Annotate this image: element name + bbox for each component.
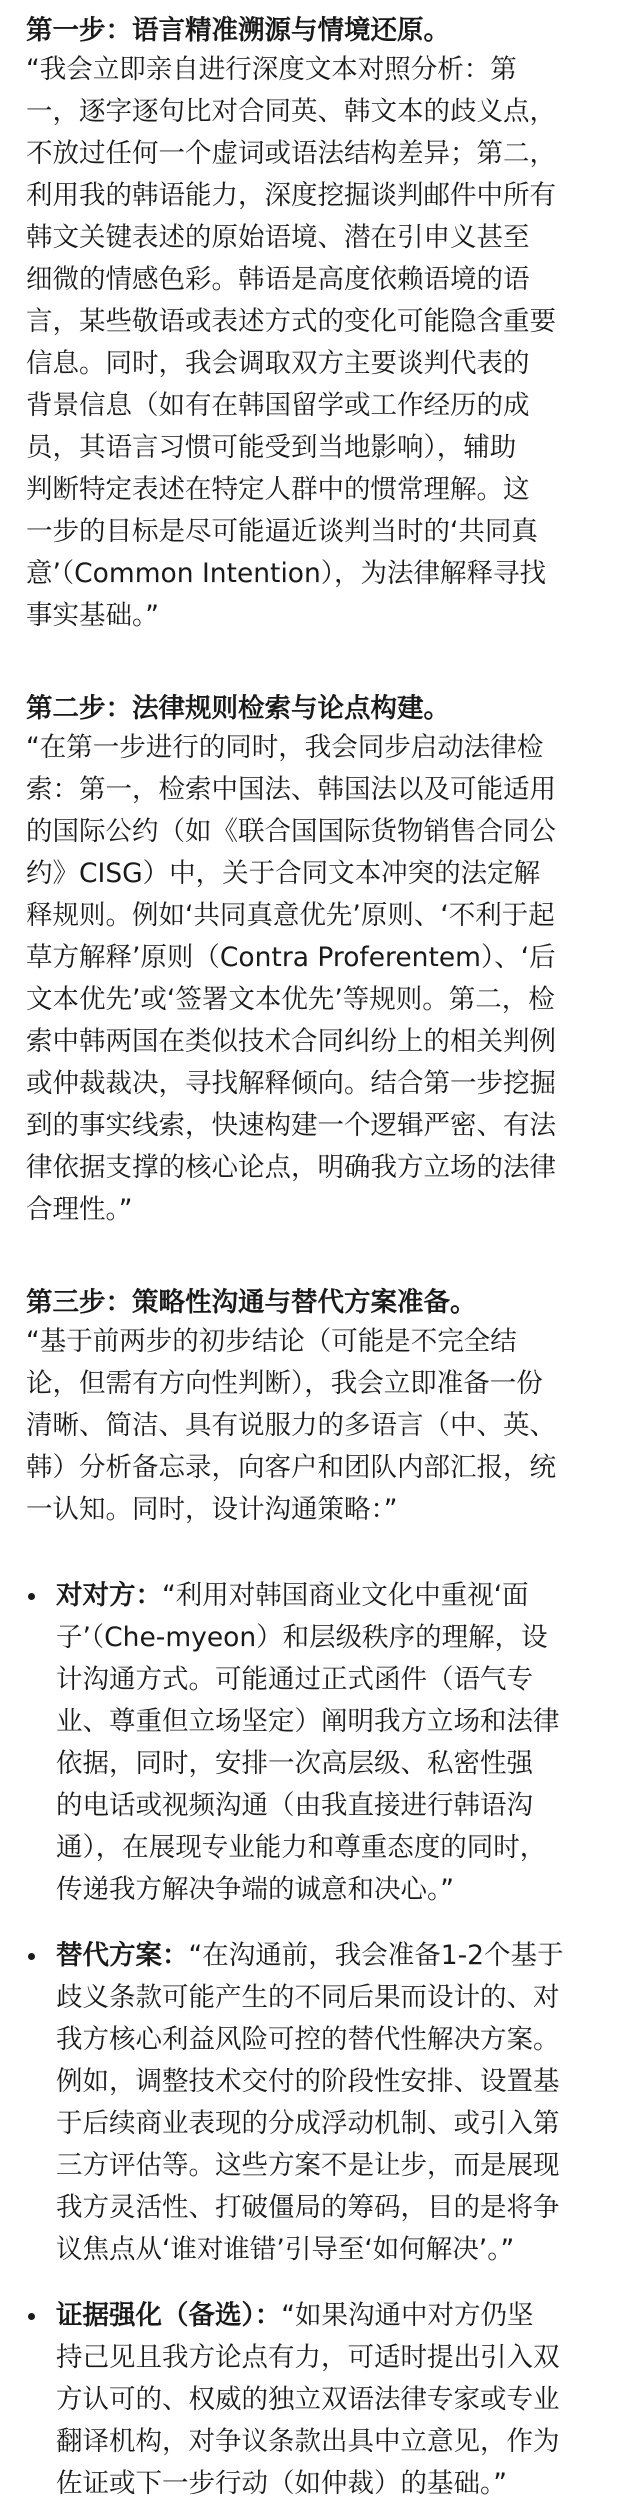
bullet-text: “利用对韩国商业文化中重视‘面 — [162, 1580, 529, 1611]
text-line: 通），在展现专业能力和尊重态度的同时， — [56, 1832, 547, 1863]
text-line: 的国际公约（如《联合国国际货物销售合同公 — [26, 816, 556, 847]
text-line: 一认知。同时，设计沟通策略：” — [26, 1494, 398, 1525]
text-line: 论，但需有方向性判断），我会立即准备一份 — [26, 1368, 543, 1399]
text-line: 子’（Che-myeon）和层级秩序的理解，设 — [56, 1622, 548, 1653]
section-paragraph — [26, 49, 610, 637]
text-line: 韩）分析备忘录，向客户和团队内部汇报，统 — [26, 1452, 556, 1483]
text-line: 计沟通方式。可能通过正式函件（语气专 — [56, 1664, 533, 1695]
text-line: 索：第一，检索中国法、韩国法以及可能适用 — [26, 774, 556, 805]
text-line: 意’（Common Intention），为法律解释寻找 — [26, 558, 547, 589]
section-step-3 — [26, 1286, 610, 2505]
text-line — [56, 2295, 610, 2337]
text-line: 一，逐字逐句比对合同英、韩文本的歧义点， — [26, 96, 556, 127]
text-line: 一步的目标是尽可能逼近谈判当时的‘共同真 — [26, 516, 538, 547]
bullet-dot-icon — [28, 1953, 35, 1960]
text-line: 佐证或下一步行动（如仲裁）的基础。” — [56, 2468, 507, 2499]
text-line: 信息。同时，我会调取双方主要谈判代表的 — [26, 348, 530, 379]
text-line: 利用我的韩语能力，深度挖掘谈判邮件中所有 — [26, 180, 556, 211]
section-step-1 — [26, 14, 610, 637]
text-line: 三方评估等。这些方案不是让步，而是展现 — [56, 2150, 560, 2181]
text-line: 索中韩两国在类似技术合同纠纷上的相关判例 — [26, 1026, 556, 1057]
text-line: “我会立即亲自进行深度文本对照分析：第 — [26, 54, 517, 85]
bullet-text: “在沟通前，我会准备1-2个基于 — [188, 1940, 564, 1971]
text-line: 背景信息（如有在韩国留学或工作经历的成 — [26, 390, 530, 421]
text-line: 清晰、简洁、具有说服力的多语言（中、英、 — [26, 1410, 556, 1441]
text-line — [56, 1575, 610, 1617]
text-line: 言，某些敬语或表述方式的变化可能隐含重要 — [26, 306, 556, 337]
text-line: 的电话或视频沟通（由我直接进行韩语沟 — [56, 1790, 533, 1821]
text-line: 业、尊重但立场坚定）阐明我方立场和法律 — [56, 1706, 560, 1737]
bullet-text: “如果沟通中对方仍坚 — [281, 2300, 534, 2331]
section-heading: 第二步：法律规则检索与论点构建。 — [26, 693, 450, 724]
text-line: 持己见且我方论点有力，可适时提出引入双 — [56, 2342, 560, 2373]
text-line: 员，其语言习惯可能受到当地影响），辅助 — [26, 432, 517, 463]
text-line: 我方核心利益风险可控的替代性解决方案。 — [56, 2024, 560, 2055]
text-line: 于后续商业表现的分成浮动机制、或引入第 — [56, 2108, 560, 2139]
bullet-lead: 对对方： — [56, 1580, 162, 1611]
text-line: 细微的情感色彩。韩语是高度依赖语境的语 — [26, 264, 530, 295]
text-line: 或仲裁裁决，寻找解释倾向。结合第一步挖掘 — [26, 1068, 556, 1099]
section-heading: 第一步：语言精准溯源与情境还原。 — [26, 15, 450, 46]
text-line: 草方解释’原则（Contra Proferentem）、‘后 — [26, 942, 556, 973]
text-line: 议焦点从‘谁对谁错’引导至‘如何解决’。” — [56, 2234, 515, 2265]
bullet-dot-icon — [28, 2313, 35, 2320]
text-line: 合理性。” — [26, 1194, 133, 1225]
text-line: 传递我方解决争端的诚意和决心。” — [56, 1874, 454, 1905]
text-line: 判断特定表述在特定人群中的惯常理解。这 — [26, 474, 530, 505]
text-line: 翻译机构，对争议条款出具中立意见，作为 — [56, 2426, 560, 2457]
text-line: 律依据支撑的核心论点，明确我方立场的法律 — [26, 1152, 556, 1183]
text-line: 我方灵活性、打破僵局的筹码，目的是将争 — [56, 2192, 560, 2223]
text-line: “在第一步进行的同时，我会同步启动法律检 — [26, 732, 544, 763]
text-line: 韩文关键表述的原始语境、潜在引申义甚至 — [26, 222, 530, 253]
section-paragraph — [26, 1321, 610, 1531]
bullet-dot-icon — [28, 1593, 35, 1600]
section-heading: 第三步：策略性沟通与替代方案准备。 — [26, 1287, 477, 1318]
text-line: 释规则。例如‘共同真意优先’原则、‘不利于起 — [26, 900, 555, 931]
bullet-lead: 替代方案： — [56, 1940, 189, 1971]
text-line: 歧义条款可能产生的不同后果而设计的、对 — [56, 1982, 560, 2013]
text-line: 依据，同时，安排一次高层级、私密性强 — [56, 1748, 533, 1779]
text-line: 方认可的、权威的独立双语法律专家或专业 — [56, 2384, 560, 2415]
text-line: 文本优先’或‘签署文本优先’等规则。第二，检 — [26, 984, 555, 1015]
strategy-bullet-list — [26, 1575, 610, 2505]
text-line: 例如，调整技术交付的阶段性安排、设置基 — [56, 2066, 560, 2097]
text-line: 到的事实线索，快速构建一个逻辑严密、有法 — [26, 1110, 556, 1141]
section-paragraph — [26, 727, 610, 1231]
section-step-2 — [26, 692, 610, 1231]
bullet-item-evidence — [26, 2295, 610, 2505]
bullet-item-alternatives — [26, 1935, 610, 2271]
text-line: 约》CISG）中，关于合同文本冲突的法定解 — [26, 858, 541, 889]
text-line — [56, 1935, 610, 1977]
bullet-lead: 证据强化（备选）： — [56, 2300, 282, 2331]
text-line: “基于前两步的初步结论（可能是不完全结 — [26, 1326, 517, 1357]
bullet-item-counterparty — [26, 1575, 610, 1911]
text-line: 不放过任何一个虚词或语法结构差异；第二， — [26, 138, 556, 169]
text-line: 事实基础。” — [26, 600, 159, 631]
